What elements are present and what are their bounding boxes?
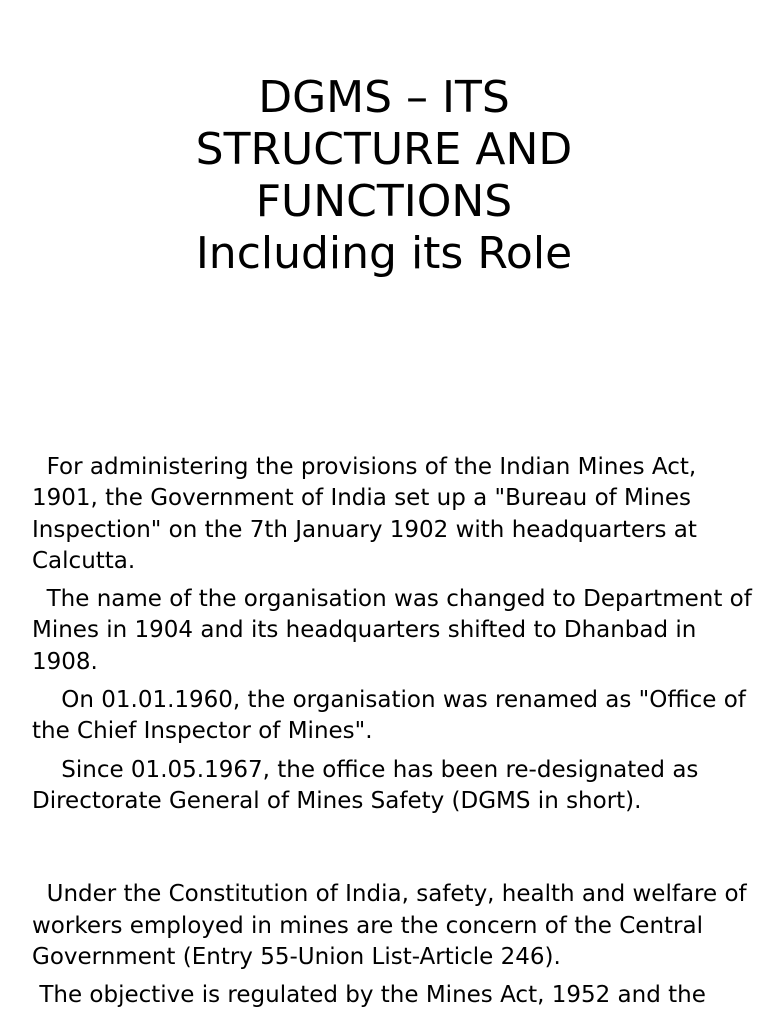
slide-title	[0, 72, 768, 280]
paragraph-constitution: Under the Constitution of India, safety, health and welfare of workers employed in mines are the concern of the Central Government (Entry 55-Union List-Article 246).	[32, 881, 754, 970]
paragraph-objective: The objective is regulated by the Mines Act, 1952 and the	[32, 982, 706, 1009]
paragraph-redesignated-1967: Since 01.05.1967, the office has been re-designated as Directorate General of Mines Safety (DGMS in short).	[32, 756, 706, 814]
slide-body	[32, 452, 760, 1011]
title-line-3: FUNCTIONS	[255, 176, 513, 227]
paragraph-renamed-1960: On 01.01.1960, the organisation was renamed as "Office of the Chief Inspector of Mines".	[32, 687, 754, 745]
title-line-1: DGMS – ITS	[258, 72, 510, 123]
paragraph-name-change: The name of the organisation was changed to Department of Mines in 1904 and its headquarters shifted to Dhanbad in 1908.	[32, 586, 760, 675]
title-line-2: STRUCTURE AND	[195, 124, 573, 175]
paragraph-bureau-history: For administering the provisions of the Indian Mines Act, 1901, the Government of India set up a "Bureau of Mines Inspection" on the 7th January 1902 with headquarters at Calcutta.	[32, 454, 705, 574]
title-subtitle: Including its Role	[195, 228, 573, 279]
